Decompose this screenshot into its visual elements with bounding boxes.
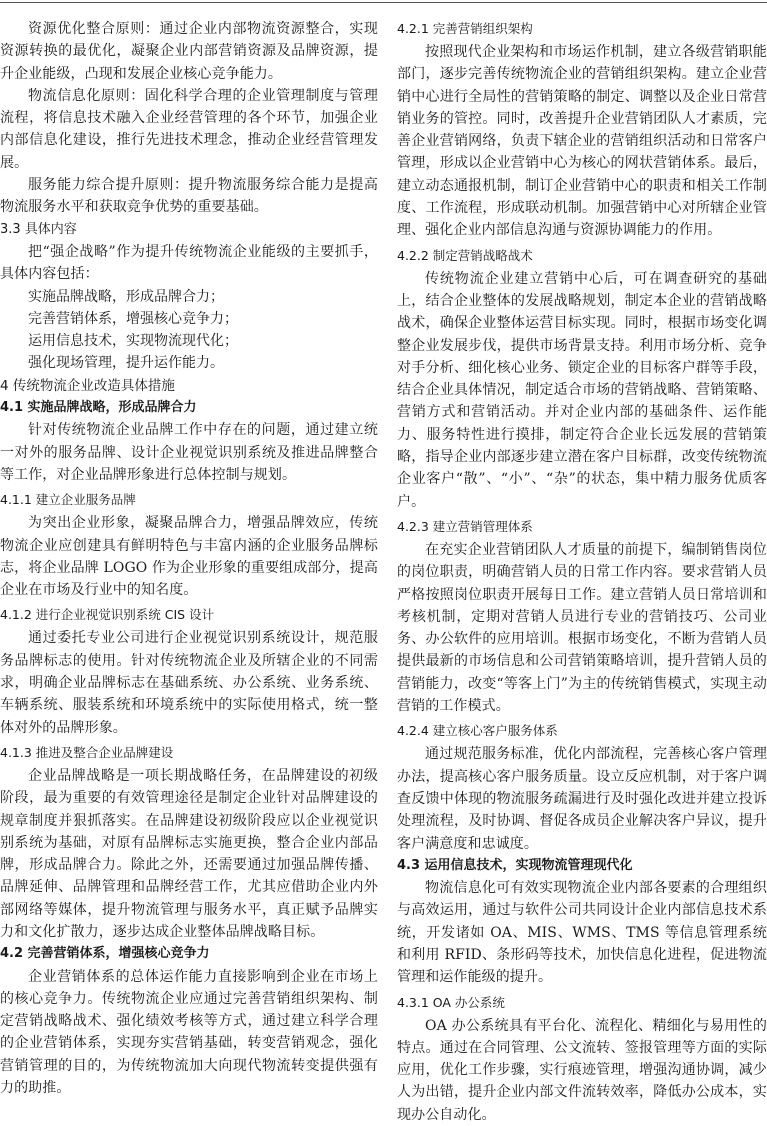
paragraph: 传统物流企业建立营销中心后，可在调查研究的基础上，结合企业整体的发展战略规划，制定本企业的营销战略战术，确保企业整体运营目标实现。同时，根据市场变化调整企业发展步伐，提供市场背景支持。利用市场分析、竞争对手分析、细化核心业务、锁定企业的目标客户群等手段，结合企业具体情况，制定适合市场的营销战略、营销策略、营销方式和营销活动。并对企业内部的基础条件、运作能力、服务特性进行摸排，制定符合企业长远发展的营销策略，指导企业内部逐步建立潜在客户目标群，改变传统物流企业客户“散”、“小”、“杂”的状态，集中精力服务优质客户。 — [397, 270, 767, 510]
section-heading: 4.1 实施品牌战略，形成品牌合力 — [0, 400, 197, 416]
subsection-heading: 4.2.1 完善营销组织架构 — [397, 21, 533, 36]
subsection-heading: 4.2.2 制定营销战略战术 — [397, 247, 533, 263]
subsection-heading: 4.3.1 OA 办公系统 — [397, 994, 505, 1010]
section-heading: 4.2 完善营销体系，增强核心竞争力 — [0, 946, 210, 962]
left-column — [0, 18, 378, 1099]
paragraph: 物流信息化原则：固化科学合理的企业管理制度与管理流程，将信息技术融入企业经营管理的各个环节，加强企业内部信息化建设，推行先进技术理念，推动企业经营管理发展。 — [0, 87, 378, 171]
paragraph: 企业营销体系的总体运作能力直接影响到企业在市场上的核心竞争力。传统物流企业应通过完善营销组织架构、制定营销战略战术、强化绩效考核等方式，通过建立科学合理的企业营销体系，实现夯实营销基础，转变营销观念，强化营销管理的目的，为传统物流加大向现代物流转变提供强有力的助推。 — [0, 968, 378, 1097]
paragraph: 资源优化整合原则：通过企业内部物流资源整合，实现资源转换的最优化，凝聚企业内部营销资源及品牌资源，提升企业能级，凸现和发展企业核心竞争能力。 — [0, 21, 378, 82]
subsection-heading: 4.2.3 建立营销管理体系 — [397, 518, 533, 534]
subsection-heading: 4.2.4 建立核心客户服务体系 — [397, 723, 558, 739]
paragraph: 把“强企战略”作为提升传统物流企业能级的主要抓手，具体内容包括： — [0, 243, 378, 283]
section-heading: 4.3 运用信息技术，实现物流管理现代化 — [397, 857, 633, 873]
list-item: 运用信息技术，实现物流现代化； — [28, 333, 238, 350]
paragraph: 为突出企业形象，凝聚品牌合力，增强品牌效应，传统物流企业应创建具有鲜明特色与丰富内涵的企业服务品牌标志，将企业品牌 LOGO 作为企业形象的重要组成部分，提高企业在市场及行业中的知名度。 — [0, 515, 378, 599]
paragraph: OA 办公系统具有平台化、流程化、精细化与易用性的特点。通过在合同管理、公文流转、签报管理等方面的实际应用，优化工作步骤，实行痕迹管理，增强沟通协调，减少人为出错，提升企业内部文件流转效率，降低办公成本，实现办公自动化。 — [397, 1017, 767, 1123]
chapter-heading: 4 传统物流企业改造具体措施 — [0, 377, 175, 394]
list-item: 完善营销体系，增强核心竞争力； — [28, 310, 238, 327]
subsection-heading: 4.1.2 进行企业视觉识别系统 CIS 设计 — [0, 607, 215, 623]
paragraph: 按照现代企业架构和市场运作机制，建立各级营销职能部门，逐步完善传统物流企业的营销组织架构。建立企业营销中心进行全局性的营销策略的制定、调整以及企业日常营销业务的管控。同时，改善提升企业营销团队人才素质，完善企业营销网络，负责下辖企业的营销组织活动和日常客户管理，形成以企业营销中心为核心的网状营销体系。最后，建立动态通报机制，制订企业营销中心的职责和相关工作制度、工作流程，形成联动机制。加强营销中心对所辖企业管理、强化企业内部信息沟通与资源协调能力的作用。 — [397, 44, 767, 239]
list-item: 强化现场管理，提升运作能力。 — [28, 355, 224, 372]
top-rule — [0, 2, 767, 3]
right-column — [397, 18, 767, 1126]
subsection-heading: 4.1.1 建立企业服务品牌 — [0, 492, 136, 508]
list-item: 实施品牌战略，形成品牌合力； — [28, 288, 224, 305]
paragraph: 物流信息化可有效实现物流企业内部各要素的合理组织与高效运用，通过与软件公司共同设计企业内部信息技术系统，开发诸如 OA、MIS、WMS、TMS 等信息管理系统和利用 RFID、条形码等技术，加快信息化进程，促进物流管理和运作能级的提升。 — [397, 880, 767, 986]
section-heading: 3.3 具体内容 — [0, 221, 77, 237]
paragraph: 企业品牌战略是一项长期战略任务，在品牌建设的初级阶段，最为重要的有效管理途径是制定企业针对品牌建设的规章制度并狠抓落实。在品牌建设初级阶段应以企业视觉识别系统为基础，对原有品牌标志实施更换，整合企业内部品牌，形成品牌合力。除此之外，还需要通过加强品牌传播、品牌延伸、品牌管理和品牌经营工作，尤其应借助企业内外部网络等媒体，提升物流管理与服务水平，真正赋予品牌实力和文化扩散力，逐步达成企业整体品牌战略目标。 — [0, 767, 378, 940]
paragraph: 服务能力综合提升原则：提升物流服务综合能力是提高物流服务水平和获取竞争优势的重要基础。 — [0, 177, 378, 216]
paragraph: 针对传统物流企业品牌工作中存在的问题，通过建立统一对外的服务品牌、设计企业视觉识别系统及推进品牌整合等工作，对企业品牌形象进行总体控制与规划。 — [0, 422, 378, 483]
subsection-heading: 4.1.3 推进及整合企业品牌建设 — [0, 744, 174, 760]
paragraph: 通过规范服务标准，优化内部流程，完善核心客户管理办法，提高核心客户服务质量。设立反应机制，对于客户调查反馈中体现的物流服务疏漏进行及时强化改进并建立投诉处理流程，及时协调、督促各成员企业解决客户异议，提升客户满意度和忠诚度。 — [397, 746, 767, 852]
paragraph: 在充实企业营销团队人才质量的前提下，编制销售岗位的岗位职责，明确营销人员的日常工作内容。要求营销人员严格按照岗位职责开展每日工作。建立营销人员日常培训和考核机制，定期对营销人员进行专业的营销技巧、公司业务、办公软件的应用培训。根据市场变化，不断为营销人员提供最新的市场信息和公司营销策略培训，提升营销人员的营销能力，改变“等客上门”为主的传统销售模式，实现主动营销的工作模式。 — [397, 541, 767, 715]
paragraph: 通过委托专业公司进行企业视觉识别系统设计，规范服务品牌标志的使用。针对传统物流企业及所辖企业的不同需求，明确企业品牌标志在基础系统、办公系统、业务系统、车辆系统、服装系统和环境系统中的实际使用格式，统一整体对外的品牌形象。 — [0, 630, 378, 736]
